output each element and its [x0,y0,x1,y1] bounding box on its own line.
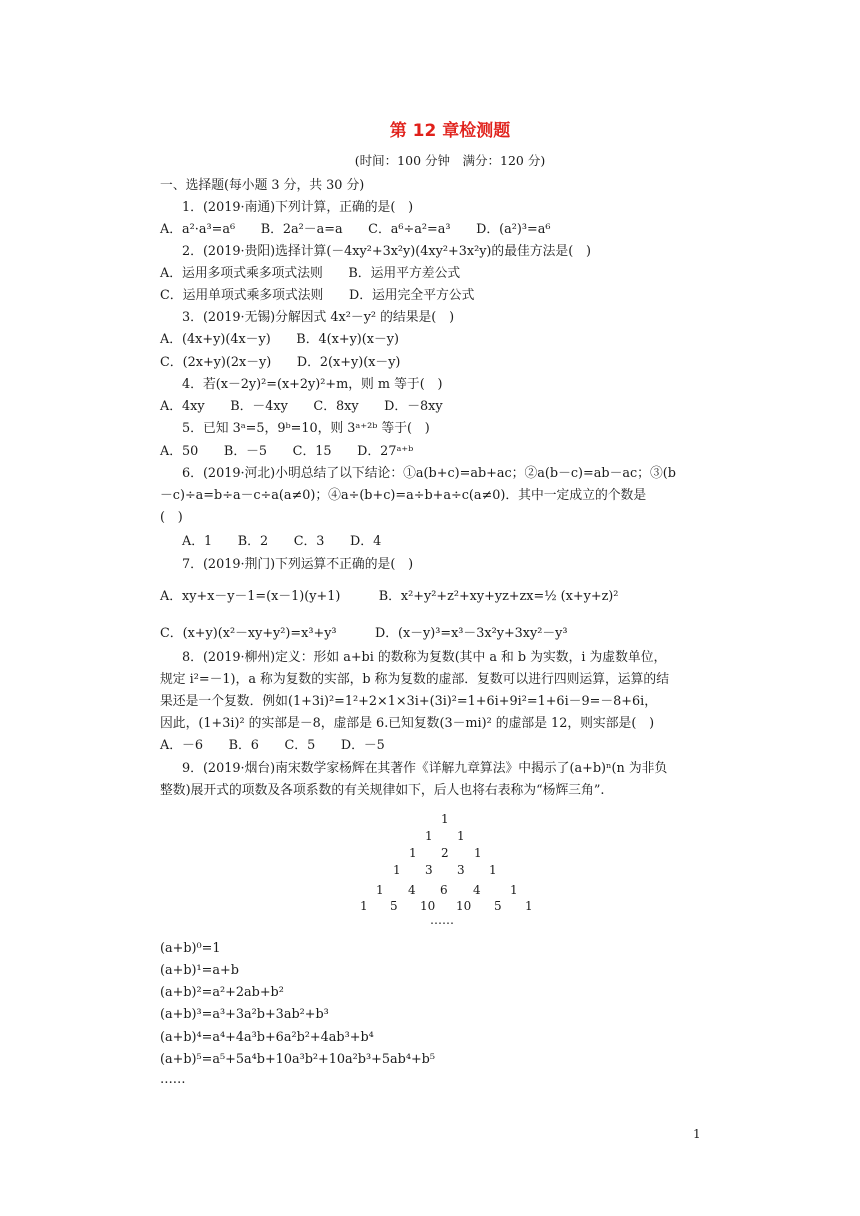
triangle-cell: 1 [510,883,518,897]
expansion-1: (a+b)¹=a+b [160,963,239,978]
question-8-cont-2: 果还是一个复数．例如(1+3i)²=1²+2×1×3i+(3i)²=1+6i+9i²=1+6i－9=－8+6i， [160,694,658,709]
page-number: 1 [693,1127,701,1141]
question-3-options-ab: A．(4x+y)(4x－y) B．4(x+y)(x－y) [160,332,400,347]
section-heading: 一、选择题(每小题 3 分，共 30 分) [160,178,365,193]
question-6-blank: ( ) [160,510,183,525]
triangle-cell: 1 [409,846,417,860]
triangle-ellipsis: …… [430,913,454,927]
question-5: 5．已知 3ᵃ=5，9ᵇ=10，则 3ᵃ⁺²ᵇ 等于( ) [182,421,430,436]
expansion-0: (a+b)⁰=1 [160,941,221,956]
question-7: 7．(2019·荆门)下列运算不正确的是( ) [182,557,414,572]
question-1: 1．(2019·南通)下列计算，正确的是( ) [182,200,414,215]
question-6-cont: －c)÷a=b÷a－c÷a(a≠0)；④a÷(b+c)=a÷b+a÷c(a≠0)．其中一定成立的个数是 [160,488,647,503]
triangle-cell: 1 [489,863,497,877]
triangle-cell: 4 [408,883,416,897]
triangle-cell: 5 [390,899,398,913]
triangle-cell: 2 [441,846,449,860]
exam-info: (时间：100 分钟 满分：120 分) [354,153,546,168]
expansion-2: (a+b)²=a²+2ab+b² [160,985,284,1000]
question-6-options: A．1 B．2 C．3 D．4 [182,534,382,549]
question-3-options-cd: C．(2x+y)(2x－y) D．2(x+y)(x－y) [160,355,401,370]
question-4-options: A．4xy B．－4xy C．8xy D．－8xy [160,399,443,414]
question-1-options: A．a²·a³=a⁶ B．2a²－a=a C．a⁶÷a²=a³ D．(a²)³=a⁶ [160,222,551,237]
expansion-4: (a+b)⁴=a⁴+4a³b+6a²b²+4ab³+b⁴ [160,1030,374,1045]
question-8: 8．(2019·柳州)定义：形如 a+bi 的数称为复数(其中 a 和 b 为实数，i 为虚数单位， [182,650,667,665]
question-8-options: A．－6 B．6 C．5 D．－5 [160,738,385,753]
triangle-cell: 1 [441,812,449,826]
question-2: 2．(2019·贵阳)选择计算(－4xy²+3x²y)(4xy²+3x²y)的最佳方法是( ) [182,244,591,259]
question-7-options-ab: A．xy+x－y－1=(x－1)(y+1) B．x²+y²+z²+xy+yz+zx=½ (x+y+z)² [160,589,619,604]
triangle-cell: 1 [457,829,465,843]
triangle-cell: 5 [494,899,502,913]
triangle-cell: 1 [393,863,401,877]
triangle-cell: 1 [474,846,482,860]
triangle-cell: 10 [420,899,436,913]
triangle-cell: 3 [457,863,465,877]
expansion-5: (a+b)⁵=a⁵+5a⁴b+10a³b²+10a²b³+5ab⁴+b⁵ [160,1052,435,1067]
question-2-options-ab: A．运用多项式乘多项式法则 B．运用平方差公式 [160,266,461,281]
question-6: 6．(2019·河北)小明总结了以下结论：①a(b+c)=ab+ac；②a(b－c)=ab－ac；③(b [182,466,676,481]
triangle-cell: 1 [376,883,384,897]
page-title: 第 12 章检测题 [389,121,511,141]
triangle-cell: 4 [473,883,481,897]
expansion-3: (a+b)³=a³+3a²b+3ab²+b³ [160,1007,329,1022]
question-9-cont: 整数)展开式的项数及各项系数的有关规律如下，后人也将右表称为“杨辉三角”. [160,783,605,798]
triangle-cell: 10 [456,899,472,913]
question-4: 4．若(x－2y)²=(x+2y)²+m，则 m 等于( ) [182,377,443,392]
triangle-cell: 1 [425,829,433,843]
question-9: 9．(2019·烟台)南宋数学家杨辉在其著作《详解九章算法》中揭示了(a+b)ⁿ(n 为非负 [182,761,668,776]
question-7-options-cd: C．(x+y)(x²－xy+y²)=x³+y³ D．(x－y)³=x³－3x²y+3xy²－y³ [160,626,568,641]
triangle-cell: 1 [360,899,368,913]
question-8-cont-1: 规定 i²=－1)，a 称为复数的实部，b 称为复数的虚部．复数可以进行四则运算，运算的结 [160,672,669,687]
triangle-cell: 6 [440,883,448,897]
triangle-cell: 3 [425,863,433,877]
question-3: 3．(2019·无锡)分解因式 4x²－y² 的结果是( ) [182,310,455,325]
question-2-options-cd: C．运用单项式乘多项式法则 D．运用完全平方公式 [160,288,475,303]
question-5-options: A．50 B．－5 C．15 D．27ᵃ⁺ᵇ [160,444,414,459]
triangle-cell: 1 [525,899,533,913]
expansion-ellipsis: …… [160,1072,186,1087]
question-8-cont-3: 因此，(1+3i)² 的实部是－8，虚部是 6.已知复数(3－mi)² 的虚部是 12，则实部是( ) [160,716,655,731]
